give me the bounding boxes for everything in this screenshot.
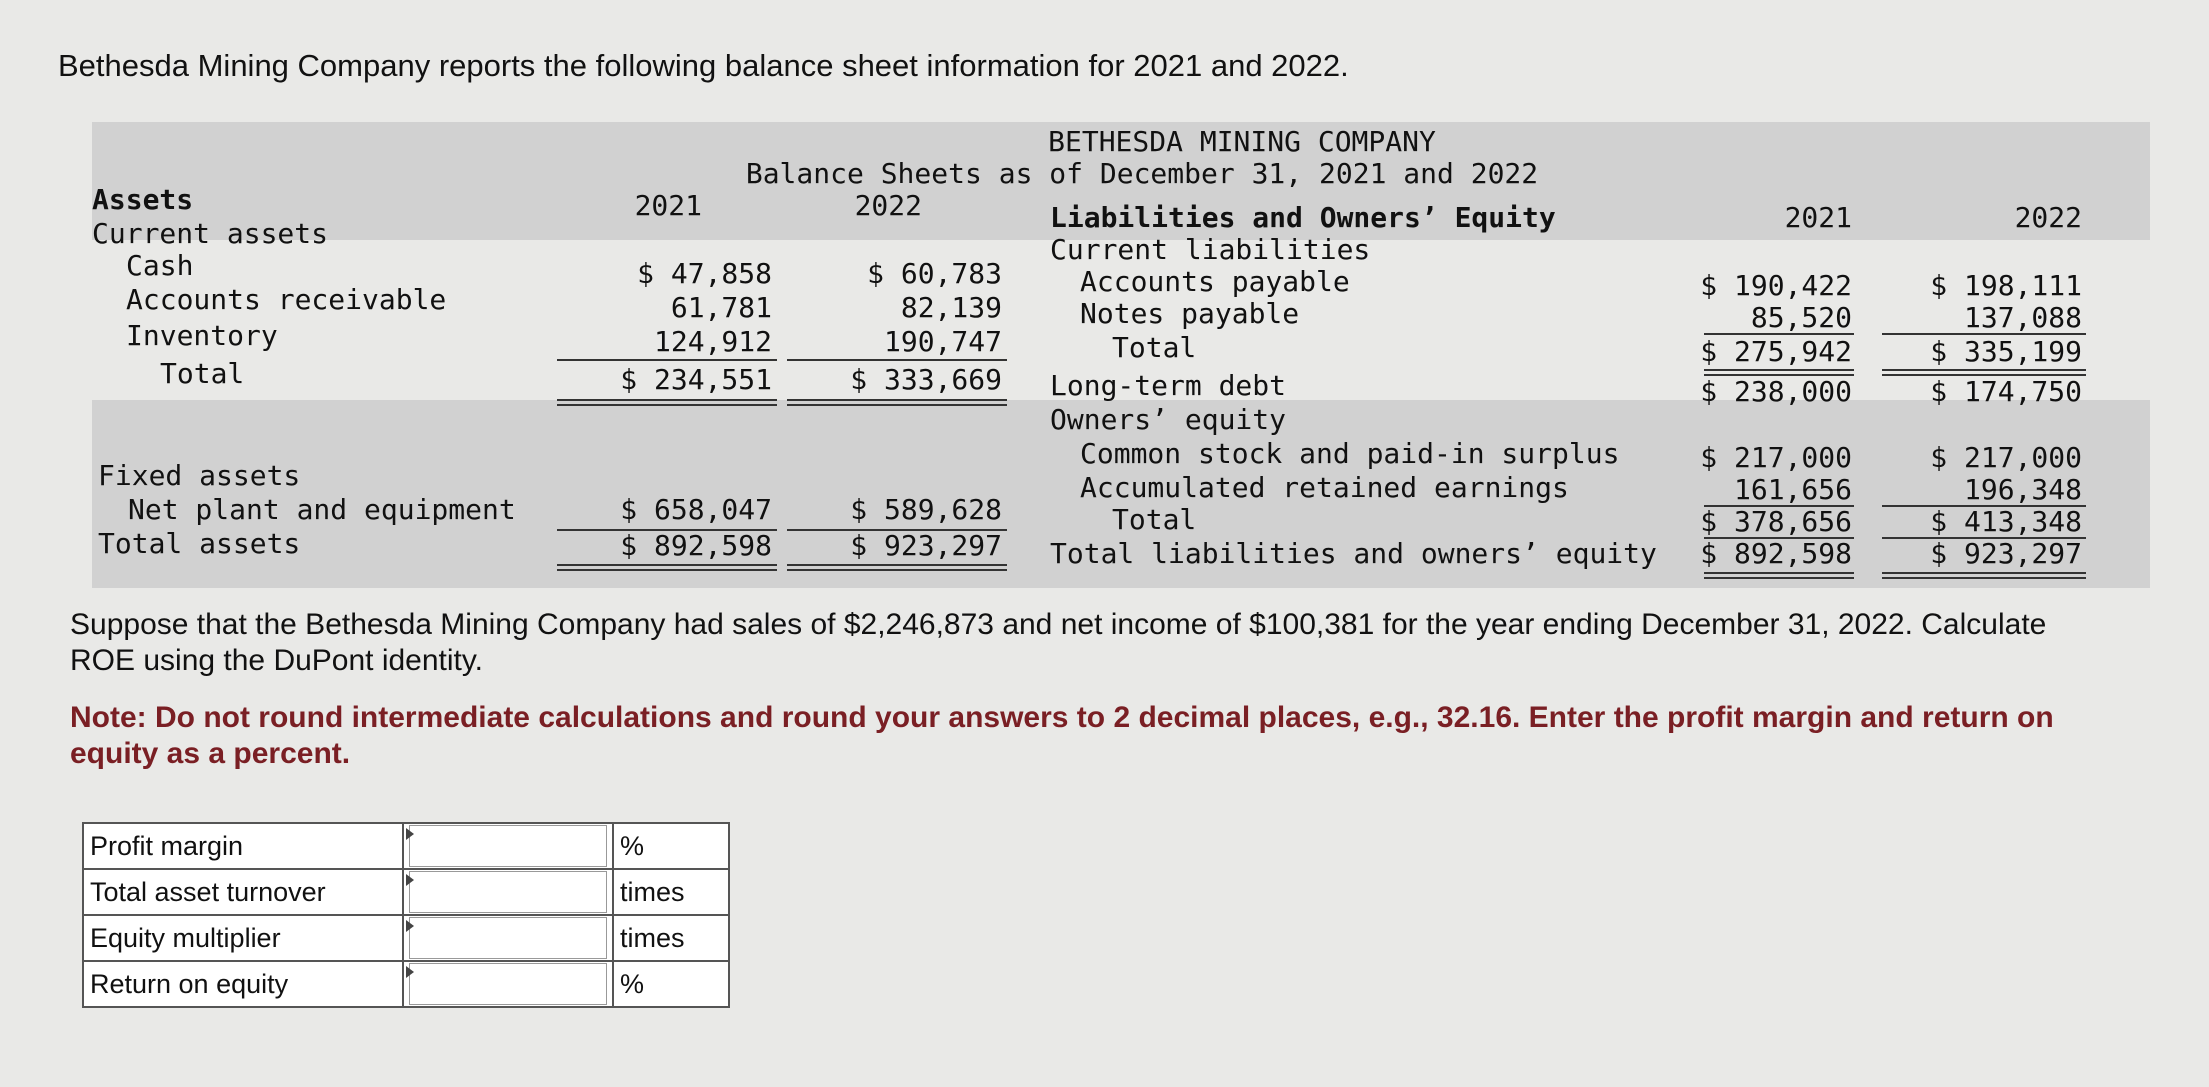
re-label: Accumulated retained earnings <box>1080 471 1569 504</box>
liabilities-header: Liabilities and Owners’ Equity <box>1050 201 1556 234</box>
balance-sheet <box>92 122 2150 600</box>
tle-total-rule-2022 <box>1882 572 2086 579</box>
equity-multiplier-input[interactable] <box>410 918 606 958</box>
sheet-subtitle: Balance Sheets as of December 31, 2021 and 2022 <box>745 157 1539 190</box>
ap-2022: $ 198,111 <box>1930 269 2082 302</box>
np-2021: 85,520 <box>1750 301 1852 334</box>
total-asset-turnover-input[interactable] <box>410 872 606 912</box>
re-2021: 161,656 <box>1733 473 1852 506</box>
total-asset-turnover-unit: times <box>613 869 729 915</box>
cl-total-2022: $ 335,199 <box>1930 335 2082 368</box>
current-liabilities-label: Current liabilities <box>1050 233 1371 266</box>
ap-label: Accounts payable <box>1080 265 1350 298</box>
answer-row-return-on-equity <box>83 961 729 1007</box>
input-marker-icon <box>406 828 414 840</box>
ar-2021: 61,781 <box>670 291 772 324</box>
answer-row-equity-multiplier <box>83 915 729 961</box>
oe-total-2022: $ 413,348 <box>1930 505 2082 538</box>
ltd-2022: $ 174,750 <box>1930 375 2082 408</box>
cl-total-2021: $ 275,942 <box>1700 335 1852 368</box>
ca-total-2022: $ 333,669 <box>850 363 1002 396</box>
re-2022: 196,348 <box>1963 473 2082 506</box>
np-2022: 137,088 <box>1963 301 2082 334</box>
profit-margin-unit: % <box>613 823 729 869</box>
equity-multiplier-label: Equity multiplier <box>83 915 403 961</box>
ap-2021: $ 190,422 <box>1700 269 1852 302</box>
ppe-2022: $ 589,628 <box>850 493 1002 526</box>
tle-label: Total liabilities and owners’ equity <box>1050 537 1657 570</box>
ca-total-label: Total <box>160 357 245 390</box>
cs-2021: $ 217,000 <box>1700 441 1852 474</box>
profit-margin-input[interactable] <box>410 826 606 866</box>
total-assets-2021: $ 892,598 <box>620 529 772 562</box>
input-marker-icon <box>406 920 414 932</box>
ca-total-rule-2022 <box>787 399 1007 406</box>
ca-subtotal-rule-2022 <box>787 359 1007 361</box>
ar-2022: 82,139 <box>900 291 1002 324</box>
cash-2021: $ 47,858 <box>637 257 772 290</box>
question-text: Suppose that the Bethesda Mining Company had sales of $2,246,873 and net income of $100,381 for the year ending December 31, 2022. Calculate ROE using the DuPont identity. <box>70 608 2047 677</box>
total-asset-turnover-label: Total asset turnover <box>83 869 403 915</box>
ppe-label: Net plant and equipment <box>128 493 516 526</box>
ca-total-rule-2021 <box>557 399 777 406</box>
np-label: Notes payable <box>1080 297 1300 330</box>
return-on-equity-input[interactable] <box>410 964 606 1004</box>
ca-total-2021: $ 234,551 <box>620 363 772 396</box>
cl-total-label: Total <box>1112 331 1197 364</box>
owners-equity-label: Owners’ equity <box>1050 403 1287 436</box>
liab-year-2021: 2021 <box>1784 201 1852 234</box>
ppe-2021: $ 658,047 <box>620 493 772 526</box>
problem-intro: Bethesda Mining Company reports the following balance sheet information for 2021 and 2022. <box>58 48 1349 83</box>
cs-label: Common stock and paid-in surplus <box>1080 437 1620 470</box>
ar-label: Accounts receivable <box>126 283 447 316</box>
current-assets-label: Current assets <box>92 217 329 250</box>
instruction-note: Note: Do not round intermediate calculations and round your answers to 2 decimal places, e.g., 32.16. Enter the profit margin and return on equity as a percent. <box>70 701 2054 770</box>
tle-2021: $ 892,598 <box>1700 537 1852 570</box>
input-marker-icon <box>406 874 414 886</box>
oe-total-label: Total <box>1112 503 1197 536</box>
company-name: BETHESDA MINING COMPANY <box>1048 125 1436 158</box>
answer-row-total-asset-turnover <box>83 869 729 915</box>
cash-2022: $ 60,783 <box>867 257 1002 290</box>
input-marker-icon <box>406 966 414 978</box>
return-on-equity-unit: % <box>613 961 729 1007</box>
fixed-assets-label: Fixed assets <box>98 459 301 492</box>
return-on-equity-label: Return on equity <box>83 961 403 1007</box>
answer-row-profit-margin <box>83 823 729 869</box>
equity-multiplier-unit: times <box>613 915 729 961</box>
ca-subtotal-rule-2021 <box>557 359 777 361</box>
cs-2022: $ 217,000 <box>1930 441 2082 474</box>
oe-total-2021: $ 378,656 <box>1700 505 1852 538</box>
total-assets-label: Total assets <box>98 527 301 560</box>
liab-year-2022: 2022 <box>2014 201 2082 234</box>
ltd-label: Long-term debt <box>1050 369 1287 402</box>
inventory-2022: 190,747 <box>883 325 1002 358</box>
assets-year-2021: 2021 <box>634 189 702 222</box>
ta-total-rule-2022 <box>787 564 1007 571</box>
answer-table <box>82 822 730 1008</box>
ta-total-rule-2021 <box>557 564 777 571</box>
tle-2022: $ 923,297 <box>1930 537 2082 570</box>
assets-header: Assets <box>92 183 194 216</box>
inventory-2021: 124,912 <box>653 325 772 358</box>
assets-year-2022: 2022 <box>854 189 922 222</box>
total-assets-2022: $ 923,297 <box>850 529 1002 562</box>
cash-label: Cash <box>126 249 194 282</box>
inventory-label: Inventory <box>126 319 278 352</box>
ltd-2021: $ 238,000 <box>1700 375 1852 408</box>
profit-margin-label: Profit margin <box>83 823 403 869</box>
tle-total-rule-2021 <box>1704 572 1854 579</box>
